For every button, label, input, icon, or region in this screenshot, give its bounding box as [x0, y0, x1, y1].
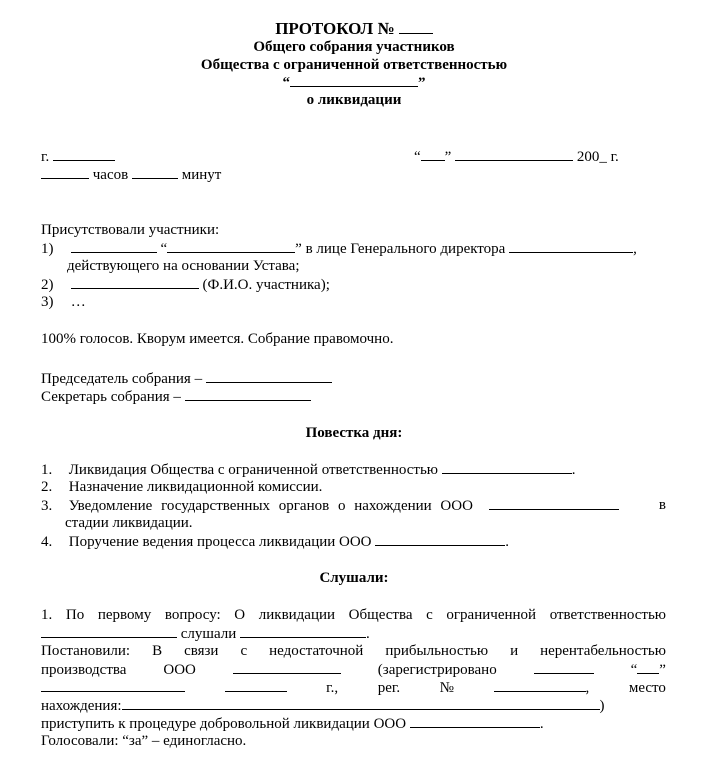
company-name-line — [0, 73, 708, 92]
registration-year-blank[interactable] — [225, 678, 287, 692]
comma: , — [585, 680, 590, 696]
date-quote-open: “ — [414, 149, 421, 165]
attendee-2 — [41, 275, 330, 294]
reg-number-blank[interactable] — [494, 678, 586, 692]
resolved-company-blank[interactable] — [233, 660, 341, 674]
attendees-heading: Присутствовали участники: — [41, 222, 220, 238]
secretary-label: Секретарь собрания – — [41, 389, 181, 405]
comma: , — [633, 241, 637, 257]
quorum-text: 100% голосов. Кворум имеется. Собрание правомочно. — [41, 331, 394, 347]
hours-label: часов — [92, 167, 129, 183]
q1-company-blank[interactable] — [41, 624, 177, 638]
time-line — [41, 165, 221, 184]
city-prefix: г. — [41, 149, 50, 165]
close-paren: ) — [599, 698, 605, 714]
resolution-text: приступить к процедуре добровольной ликвидации ООО — [41, 716, 407, 732]
secretary-name-blank[interactable] — [185, 387, 311, 401]
resolved-line-5 — [41, 714, 544, 733]
quote-open: “ — [160, 241, 168, 257]
period: . — [571, 462, 576, 478]
chairman-label: Председатель собрания – — [41, 371, 203, 387]
heard-q1-line2 — [41, 624, 370, 643]
agenda-4-company-blank[interactable] — [375, 532, 505, 546]
attendee-1 — [41, 239, 666, 258]
place-label: место — [628, 680, 666, 696]
quote-open: “ — [630, 662, 638, 678]
year-suffix: г., — [326, 680, 339, 696]
word: Постановили: — [41, 643, 131, 659]
speaker-name-blank[interactable] — [240, 624, 366, 638]
city-line — [41, 147, 115, 166]
location-blank[interactable] — [122, 696, 600, 710]
resolved-line-4 — [41, 696, 605, 715]
item-number: 3. — [41, 498, 53, 514]
attendee-1-continuation: действующего на основании Устава; — [67, 258, 300, 274]
word: нерентабельностью — [540, 643, 666, 659]
liquidation-company-blank[interactable] — [410, 714, 540, 728]
item-number: 2) — [41, 277, 54, 293]
vote-result: Голосовали: “за” – единогласно. — [41, 733, 247, 749]
registration-month-blank[interactable] — [41, 678, 185, 692]
resolved-line-2 — [41, 660, 666, 679]
agenda-3-end: в — [658, 497, 666, 513]
word: и — [510, 643, 519, 659]
month-blank[interactable] — [455, 147, 573, 161]
period: . — [505, 534, 510, 550]
word: (зарегистрировано — [377, 662, 497, 678]
item-number: 2. — [41, 479, 53, 495]
word: ООО — [163, 662, 196, 678]
word: производства — [41, 662, 127, 678]
registration-day — [631, 660, 666, 679]
ellipsis-text: … — [70, 294, 86, 310]
title-text: ПРОТОКОЛ № — [275, 19, 395, 38]
date-line — [414, 147, 619, 166]
word: недостаточной — [269, 643, 364, 659]
quote-close: ” — [418, 75, 426, 91]
minutes-blank[interactable] — [132, 165, 178, 179]
item-number: 1. — [41, 462, 53, 478]
chairman-name-blank[interactable] — [206, 369, 332, 383]
company-name-blank[interactable] — [290, 73, 418, 87]
header-line-3: Общества с ограниченной ответственностью — [200, 57, 508, 73]
agenda-item-text: Поручение ведения процесса ликвидации ООО — [68, 534, 372, 550]
word: с — [240, 643, 248, 659]
agenda-item-2 — [41, 478, 322, 496]
location-label: нахождения: — [41, 698, 122, 714]
minutes-label: минут — [181, 167, 222, 183]
agenda-item-text: Назначение ликвидационной комиссии. — [68, 479, 323, 495]
heard-label: слушали — [180, 626, 237, 642]
header-line-5: о ликвидации — [306, 92, 402, 108]
period: . — [366, 626, 370, 642]
item-number: 4. — [41, 534, 53, 550]
heard-q1-line1: 1. По первому вопросу: О ликвидации Общества с ограниченной ответственностью — [41, 607, 666, 623]
word: В — [152, 643, 163, 659]
hours-blank[interactable] — [41, 165, 89, 179]
attendee-3 — [41, 293, 86, 311]
attendee-1-org-type-blank[interactable] — [71, 239, 157, 253]
agenda-1-company-blank[interactable] — [442, 460, 572, 474]
attendee-2-text: (Ф.И.О. участника); — [202, 277, 330, 293]
heard-heading: Слушали: — [319, 570, 389, 586]
quote-close: ” — [659, 662, 666, 678]
agenda-item-4 — [41, 532, 509, 551]
attendee-1-text: ” в лице Генерального директора — [295, 241, 506, 257]
period: . — [539, 716, 544, 732]
date-quote-close: ” — [444, 149, 452, 165]
item-number: 1) — [41, 241, 54, 257]
quote-open: “ — [282, 75, 290, 91]
reg-label: рег. — [377, 680, 401, 696]
reg-number — [494, 678, 590, 697]
agenda-item-text: Ликвидация Общества с ограниченной ответственностью — [68, 462, 439, 478]
attendee-2-name-blank[interactable] — [71, 275, 199, 289]
day-blank[interactable] — [421, 147, 445, 161]
agenda-heading: Повестка дня: — [305, 425, 403, 441]
word: прибыльностью — [385, 643, 489, 659]
protocol-number-blank[interactable] — [399, 20, 433, 34]
director-name-blank[interactable] — [509, 239, 633, 253]
registration-day-blank[interactable] — [637, 660, 659, 674]
attendee-1-name-blank[interactable] — [167, 239, 295, 253]
agenda-item-3-continuation: стадии ликвидации. — [65, 515, 193, 531]
number-sign: № — [439, 680, 454, 696]
agenda-item-text: Уведомление государственных органов о нахождении ООО — [68, 498, 473, 514]
city-blank[interactable] — [53, 147, 115, 161]
agenda-3-company-blank[interactable] — [489, 496, 619, 510]
year-text: 200_ г. — [576, 149, 619, 165]
agenda-item-1 — [41, 460, 576, 479]
resolved-line-1 — [41, 642, 666, 660]
secretary-line — [41, 387, 311, 406]
agenda-item-3 — [41, 496, 666, 515]
header-line-2: Общего собрания участников — [253, 39, 455, 55]
chairman-line — [41, 369, 332, 388]
item-number: 3) — [41, 294, 54, 310]
word: связи — [184, 643, 219, 659]
resolved-line-3 — [41, 678, 666, 697]
protocol-title — [0, 20, 708, 38]
registration-authority-blank[interactable] — [534, 660, 594, 674]
